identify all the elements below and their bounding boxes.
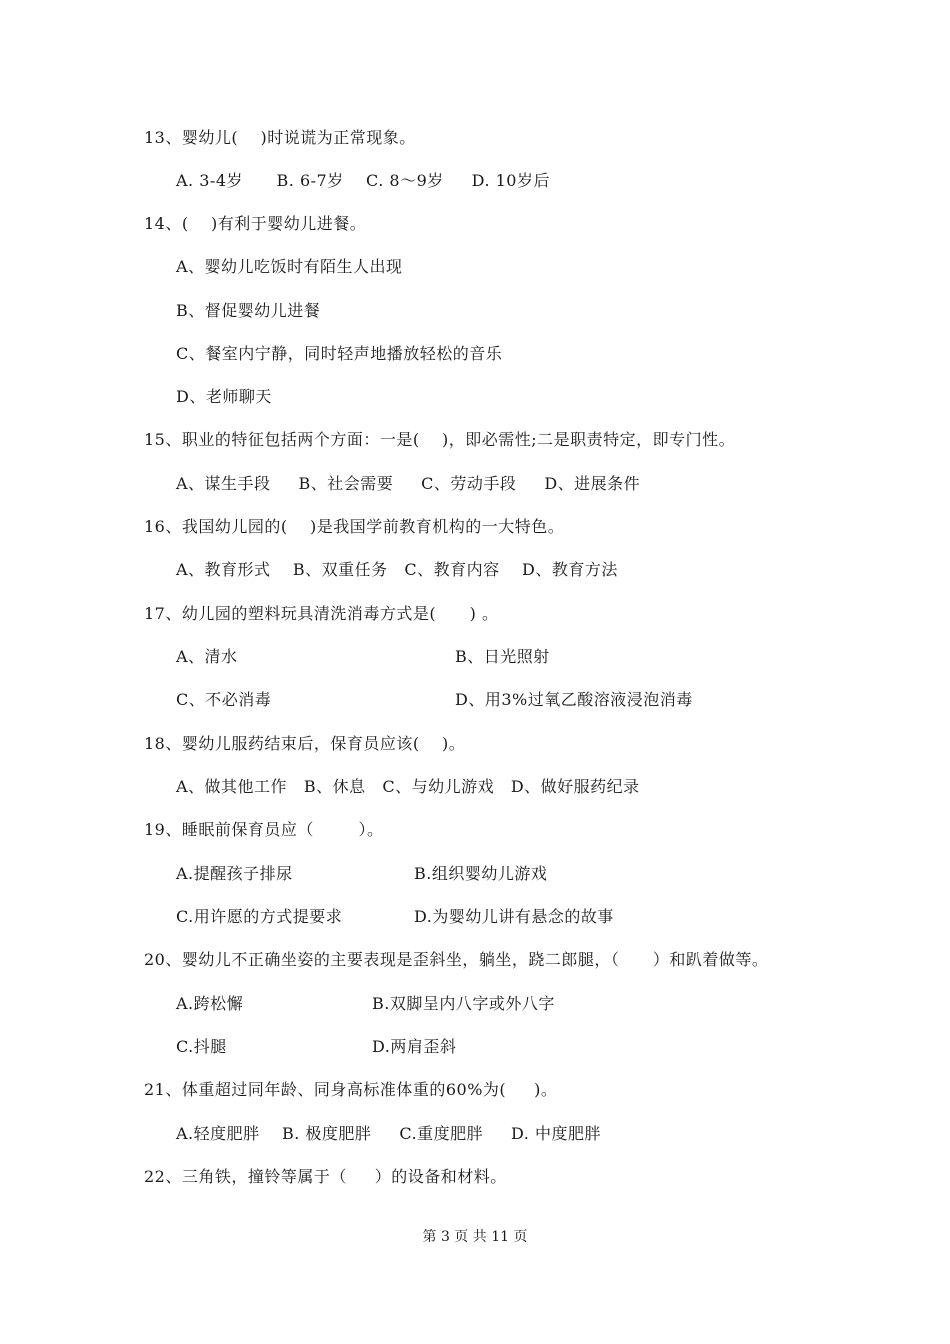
question-14: 14、( )有利于婴幼儿进餐。 <box>144 214 367 233</box>
question-19-option-a: A.提醒孩子排尿 <box>176 864 293 883</box>
question-18-options: A、做其他工作 B、休息 C、与幼儿游戏 D、做好服药纪录 <box>176 777 640 796</box>
question-21: 21、体重超过同年龄、同身高标准体重的60%为( )。 <box>144 1080 558 1099</box>
question-20-option-c: C.抖腿 <box>176 1037 227 1056</box>
question-17-option-a: A、清水 <box>176 647 238 666</box>
question-14-option-a: A、婴幼儿吃饭时有陌生人出现 <box>176 257 403 276</box>
question-19-option-c: C.用许愿的方式提要求 <box>176 907 343 926</box>
question-15: 15、职业的特征包括两个方面：一是( )，即必需性;二是职责特定，即专门性。 <box>144 430 736 449</box>
question-20-option-d: D.两肩歪斜 <box>372 1037 457 1056</box>
question-14-option-c: C、餐室内宁静，同时轻声地播放轻松的音乐 <box>176 344 503 363</box>
question-17-option-d: D、用3%过氧乙酸溶液浸泡消毒 <box>455 690 693 709</box>
question-20: 20、婴幼儿不正确坐姿的主要表现是歪斜坐，躺坐，跷二郎腿，（ ）和趴着做等。 <box>144 950 769 969</box>
question-20-option-b: B.双脚呈内八字或外八字 <box>372 994 555 1013</box>
question-14-option-d: D、老师聊天 <box>176 387 272 406</box>
question-18: 18、婴幼儿服药结束后，保育员应该( )。 <box>144 734 466 753</box>
question-19-option-b: B.组织婴幼儿游戏 <box>414 864 548 883</box>
question-15-options: A、谋生手段 B、社会需要 C、劳动手段 D、进展条件 <box>176 474 641 493</box>
question-17-option-b: B、日光照射 <box>455 647 550 666</box>
question-13: 13、婴幼儿( )时说谎为正常现象。 <box>144 128 416 147</box>
question-21-options: A.轻度肥胖 B. 极度肥胖 C.重度肥胖 D. 中度肥胖 <box>176 1124 601 1143</box>
page-footer: 第 3 页 共 11 页 <box>422 1229 528 1245</box>
question-14-option-b: B、督促婴幼儿进餐 <box>176 301 321 320</box>
question-19-option-d: D.为婴幼儿讲有悬念的故事 <box>414 907 614 926</box>
question-17-option-c: C、不必消毒 <box>176 690 272 709</box>
question-16-options: A、教育形式 B、双重任务 C、教育内容 D、教育方法 <box>176 560 618 579</box>
question-13-options: A. 3-4岁 B. 6-7岁 C. 8～9岁 D. 10岁后 <box>176 171 550 190</box>
question-22: 22、三角铁，撞铃等属于（ ）的设备和材料。 <box>144 1167 507 1186</box>
question-20-option-a: A.跨松懈 <box>176 994 244 1013</box>
question-16: 16、我国幼儿园的( )是我国学前教育机构的一大特色。 <box>144 517 565 536</box>
question-17: 17、幼儿园的塑料玩具清洗消毒方式是( ) 。 <box>144 604 499 623</box>
question-19: 19、睡眠前保育员应（ ）。 <box>144 820 384 839</box>
